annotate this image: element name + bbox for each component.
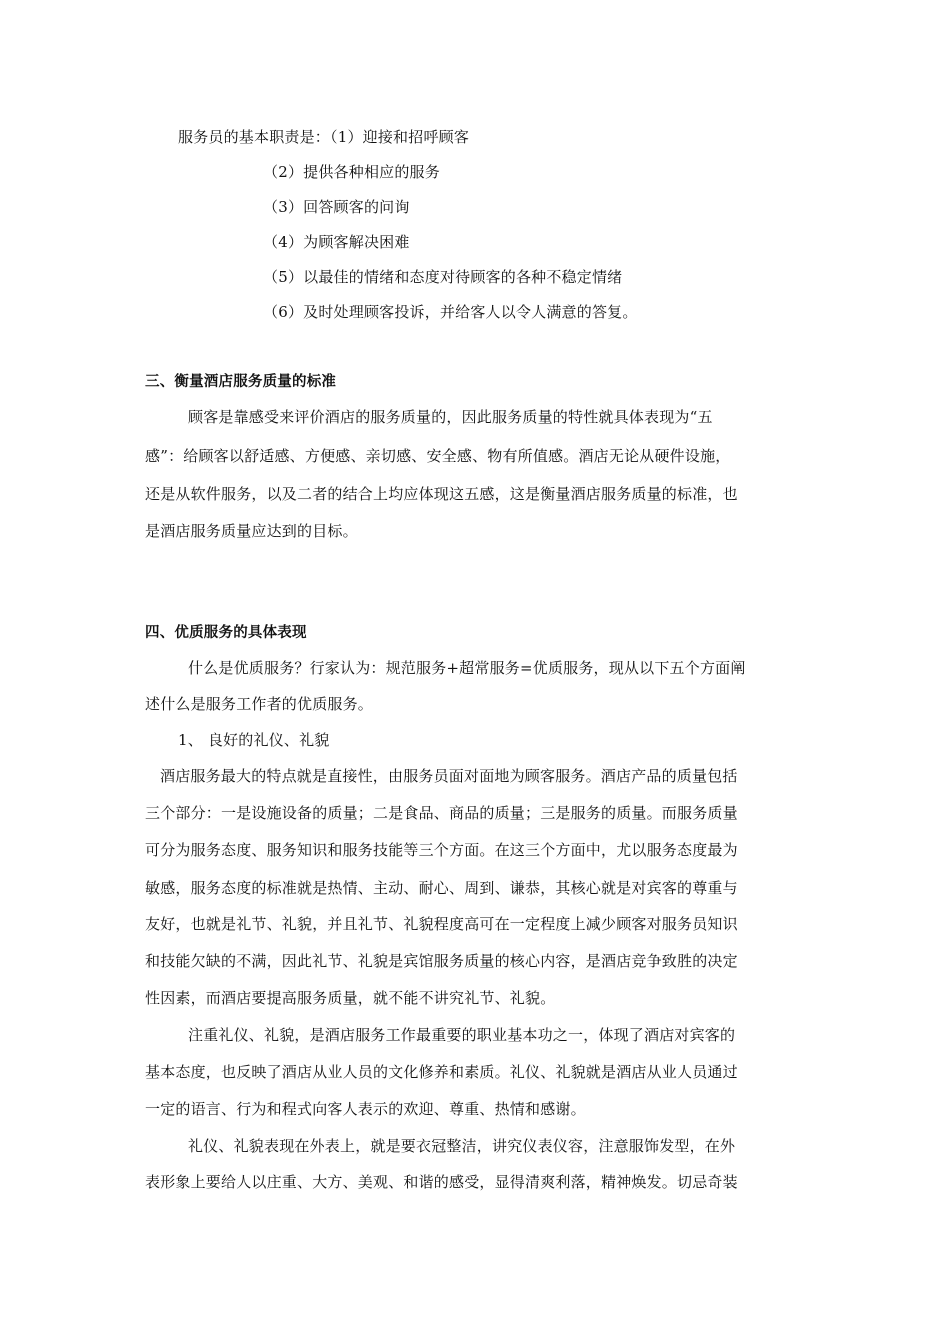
section3-line-4: 是酒店服务质量应达到的目标。 (145, 522, 358, 540)
section4-intro-line-1: 什么是优质服务？行家认为：规范服务+超常服务=优质服务，现从以下五个方面阐 (188, 659, 746, 677)
para2-line-2: 基本态度，也反映了酒店从业人员的文化修养和素质。礼仪、礼貌就是酒店从业人员通过 (145, 1063, 738, 1081)
subsection-1-title: 1、 良好的礼仪、礼貌 (178, 731, 330, 749)
para1-line-4: 敏感，服务态度的标准就是热情、主动、耐心、周到、谦恭，其核心就是对宾客的尊重与 (145, 879, 738, 897)
duty-item-2: （2）提供各种相应的服务 (263, 163, 440, 181)
para1-line-1: 酒店服务最大的特点就是直接性，由服务员面对面地为顾客服务。酒店产品的质量包括 (160, 767, 738, 785)
para2-line-1: 注重礼仪、礼貌，是酒店服务工作最重要的职业基本功之一，体现了酒店对宾客的 (188, 1026, 736, 1044)
duty-item-4: （4）为顾客解决困难 (263, 233, 410, 251)
para1-line-5: 友好，也就是礼节、礼貌，并且礼节、礼貌程度高可在一定程度上减少顾客对服务员知识 (145, 915, 738, 933)
duty-item-6: （6）及时处理顾客投诉，并给客人以令人满意的答复。 (263, 303, 638, 321)
section4-heading: 四、优质服务的具体表现 (145, 625, 307, 641)
section4-intro-line-2: 述什么是服务工作者的优质服务。 (145, 695, 374, 713)
para1-line-6: 和技能欠缺的不满，因此礼节、礼貌是宾馆服务质量的核心内容，是酒店竞争致胜的决定 (145, 952, 738, 970)
section3-line-1: 顾客是靠感受来评价酒店的服务质量的，因此服务质量的特性就具体表现为“五 (188, 408, 713, 426)
para2-line-3: 一定的语言、行为和程式向客人表示的欢迎、尊重、热情和感谢。 (145, 1100, 586, 1118)
duties-intro: 服务员的基本职责是：（1）迎接和招呼顾客 (178, 128, 470, 146)
section3-line-3: 还是从软件服务，以及二者的结合上均应体现这五感，这是衡量酒店服务质量的标准，也 (145, 485, 738, 503)
para3-line-2: 表形象上要给人以庄重、大方、美观、和谐的感受，显得清爽利落，精神焕发。切忌奇装 (145, 1173, 738, 1191)
para3-line-1: 礼仪、礼貌表现在外表上，就是要衣冠整洁，讲究仪表仪容，注意服饰发型，在外 (188, 1137, 736, 1155)
section3-heading: 三、衡量酒店服务质量的标准 (145, 374, 337, 390)
para1-line-7: 性因素，而酒店要提高服务质量，就不能不讲究礼节、礼貌。 (145, 989, 556, 1007)
para1-line-3: 可分为服务态度、服务知识和服务技能等三个方面。在这三个方面中，尤以服务态度最为 (145, 841, 738, 859)
para1-line-2: 三个部分：一是设施设备的质量；二是食品、商品的质量；三是服务的质量。而服务质量 (145, 804, 738, 822)
duty-item-5: （5）以最佳的情绪和态度对待顾客的各种不稳定情绪 (263, 268, 623, 286)
section3-line-2: 感”：给顾客以舒适感、方便感、亲切感、安全感、物有所值感。酒店无论从硬件设施， (145, 447, 731, 465)
duty-item-3: （3）回答顾客的问询 (263, 198, 410, 216)
